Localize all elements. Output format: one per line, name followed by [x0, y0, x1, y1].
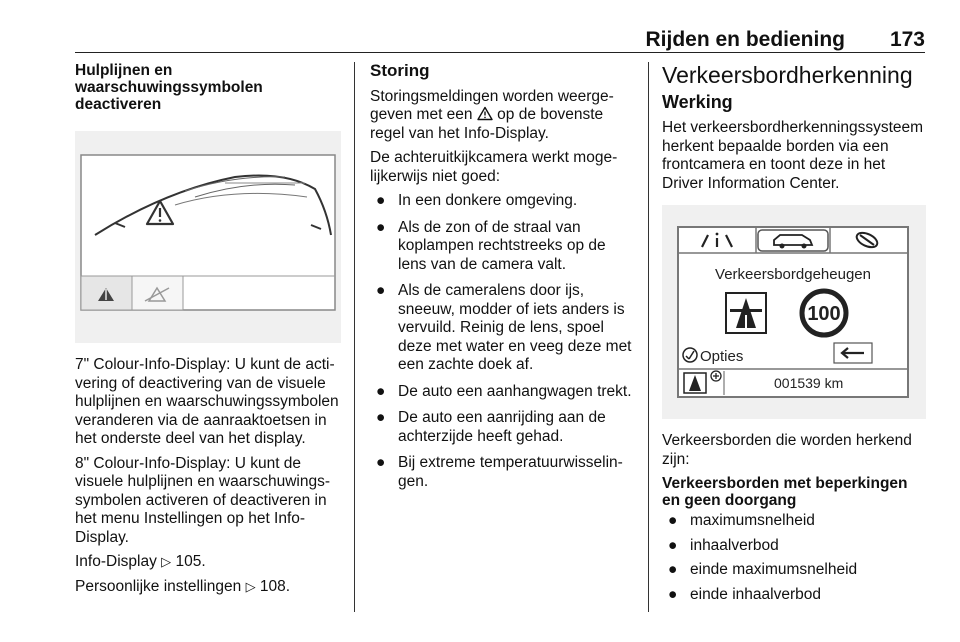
options-label[interactable]: Opties: [700, 348, 744, 365]
column-divider-1: [354, 62, 355, 612]
bullet-icon: ●: [376, 192, 386, 209]
column-middle: [370, 62, 634, 499]
list-item: ● inhaalverbod: [668, 536, 779, 554]
highway-sign-icon: [726, 293, 766, 333]
list-item: ● Als de zon of de straal van koplampen rechtstreeks op de lens van de camera valt.: [376, 218, 606, 273]
storing-text-b: op de bovenste regel van het Info-Display.: [370, 106, 604, 142]
heading-line-3: deactiveren: [75, 96, 162, 113]
back-arrow-icon[interactable]: [834, 343, 872, 363]
bullet-icon: ●: [376, 409, 386, 426]
paragraph-storing-1: [370, 88, 634, 144]
list-item: ● De auto een aanrijding aan de achterzijde heeft gehad.: [376, 409, 606, 445]
page-header: [75, 28, 925, 52]
list-item: ● einde maximumsnelheid: [668, 561, 858, 578]
list-item: ● In een donkere omgeving.: [376, 192, 578, 209]
chapter-title: Rijden en bediening: [645, 28, 845, 51]
column-right: [662, 62, 926, 610]
bullet-icon: ●: [668, 536, 678, 554]
section-title-verkeersbord: Verkeersbordherkenning: [662, 62, 913, 88]
subsection-werking: Werking: [662, 91, 733, 112]
bullet-icon: ●: [376, 454, 386, 471]
list-item: ● Als de cameralens door ijs, sneeuw, modder of iets anders is vervuild. Reinig de lens, spoel deze met water en veeg deze met een zachte doek af.: [376, 282, 632, 373]
bullet-icon: ●: [668, 585, 678, 603]
column-left: [75, 62, 341, 602]
page-number: 173: [889, 28, 925, 51]
warning-triangle-icon: [477, 106, 493, 121]
header-rule: [75, 52, 925, 53]
ref-text: Persoonlijke instellingen: [75, 577, 242, 595]
ref-arrow-icon: ▷: [161, 554, 172, 569]
speed-limit-value: 100: [807, 303, 841, 325]
bullet-icon: ●: [376, 218, 386, 236]
list-item: ● De auto een aanhangwagen trekt.: [376, 382, 632, 400]
ref-page: 108.: [259, 577, 291, 595]
section-heading-storing: Storing: [370, 61, 430, 80]
paragraph-recognized: Verkeersborden die worden herkend zijn:: [662, 432, 912, 468]
ref-page: 105.: [175, 553, 206, 570]
camera-display-figure: [75, 131, 341, 343]
heading-line-1: Hulplijnen en: [75, 62, 173, 79]
column-divider-2: [648, 62, 649, 612]
section-heading-hulplijnen: [75, 62, 341, 113]
storing-bullet-list: [370, 192, 634, 491]
restrictions-bullet-list: [662, 512, 926, 604]
ref-arrow-icon: ▷: [245, 578, 256, 594]
traffic-sign-display-figure: [662, 205, 926, 419]
bullet-icon: ●: [376, 282, 386, 299]
speed-limit-sign-icon: [802, 291, 846, 335]
list-heading-restrictions: Verkeersborden met beperkingen en geen doorgang: [662, 475, 908, 509]
list-item: ● einde inhaalverbod: [668, 585, 821, 603]
storing-text-a: Storingsmeldingen worden weergegeven met een: [370, 87, 614, 123]
bullet-icon: ●: [668, 561, 678, 578]
bottom-highway-icon: [684, 373, 706, 393]
list-item: ● Bij extreme temperatuurwisselingen.: [376, 454, 623, 490]
odometer-value: 001539 km: [774, 375, 844, 391]
paragraph-werking: Het verkeersbordherkenningssysteem herkent bepaalde borden via een frontcamera en toont deze in het Driver Information Center.: [662, 119, 924, 192]
paragraph-storing-2: De achteruitkijkcamera werkt mogelijkerwijs niet goed:: [370, 149, 618, 185]
ref-text: Info-Display: [75, 553, 157, 570]
heading-line-2: waarschuwingssymbolen: [75, 79, 263, 96]
paragraph-8inch: 8" Colour-Info-Display: U kunt de visuele hulplijnen en waarschuwingssymbolen activeren of deactiveren in het menu Instellingen op het Info-Display.: [75, 454, 331, 546]
reference-info-display[interactable]: [75, 553, 341, 572]
reference-personal-settings[interactable]: [75, 578, 341, 597]
bullet-icon: ●: [668, 512, 678, 529]
list-item: ● maximumsnelheid: [668, 512, 815, 529]
paragraph-7inch: 7" Colour-Info-Display: U kunt de activering of deactivering van de visuele hulplijnen en waarschuwingssymbolen veranderen via de aanraaktoetsen in het onderste deel van het display.: [75, 356, 339, 447]
menu-title: Verkeersbordgeheugen: [715, 266, 871, 283]
bullet-icon: ●: [376, 382, 386, 400]
